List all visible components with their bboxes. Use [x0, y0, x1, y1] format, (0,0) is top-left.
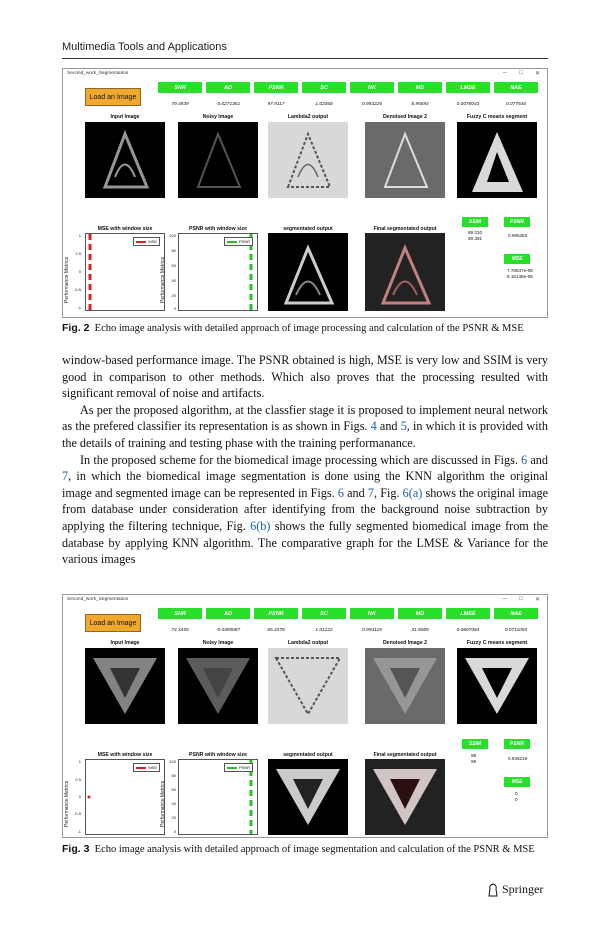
- psnr-value: 0.995452: [508, 233, 528, 238]
- psnr-plot: [178, 233, 258, 311]
- springer-horse-icon: [487, 883, 499, 897]
- metric-label: LMSE: [446, 82, 490, 93]
- panel-label: Lambda2 output: [287, 640, 329, 646]
- figure-2-caption: Fig. 2 Echo image analysis with detailed approach of image processing and calculation of the PSNR & MSE: [62, 322, 524, 334]
- metric-label: SC: [302, 608, 346, 619]
- figure-link[interactable]: 6: [337, 485, 344, 500]
- mse-value: 7.78547e-06: [507, 268, 533, 273]
- metric-value: 1.01222: [302, 626, 346, 635]
- panel-label: MSE with window size: [97, 226, 153, 232]
- minimize-icon[interactable]: –: [503, 596, 507, 602]
- ytick: 1: [78, 759, 81, 764]
- minimize-icon[interactable]: –: [503, 70, 507, 76]
- noisy-image: [178, 648, 258, 724]
- panel-label: segmentated output: [283, 752, 333, 758]
- denoised-image: [365, 122, 445, 198]
- noisy-image: [178, 122, 258, 198]
- ytick: -1: [77, 305, 81, 310]
- panel-label: Lambda2 output: [287, 114, 329, 120]
- final-segmented-image: [365, 759, 445, 835]
- paragraph: window-based performance image. The PSNR obtained is high, MSE is very low and SSIM is very good in comparison to other methods. Which also proves that the processing resulted with significant removal of noise and artifacts.: [62, 353, 548, 401]
- fuzzy-segment-image: [457, 122, 537, 198]
- ytick: 0.5: [75, 777, 81, 782]
- ssim-value: 90.391: [468, 236, 483, 241]
- metric-value: -0.0271361: [206, 100, 250, 109]
- ytick: -0.5: [74, 811, 81, 816]
- figure-link[interactable]: 7: [367, 485, 374, 500]
- panel-label: Denoised Image 2: [382, 114, 428, 120]
- psnr-plot: [178, 759, 258, 835]
- panel-label: MSE with window size: [97, 752, 153, 758]
- metric-value: -0.0490087: [206, 626, 250, 635]
- metric-value: 79.4939: [158, 100, 202, 109]
- panel-label: Noisy Image: [202, 114, 234, 120]
- ytick: 80: [171, 248, 176, 253]
- ytick: 20: [171, 293, 176, 298]
- metric-value: 0.993119: [350, 626, 394, 635]
- mse-legend: MSE: [133, 763, 160, 772]
- panel-label: Input Image: [110, 114, 140, 120]
- ytick: 0.5: [75, 251, 81, 256]
- mse-value: 0: [515, 797, 518, 802]
- metric-label: AD: [206, 82, 250, 93]
- metric-label: NAE: [494, 82, 538, 93]
- mse-legend: MSE: [133, 237, 160, 246]
- panel-label: Fuzzy C means segment: [466, 114, 528, 120]
- y-axis-label: Performance Metrics: [160, 780, 166, 827]
- panel-label: Fuzzy C means segment: [466, 640, 528, 646]
- input-image: [85, 122, 165, 198]
- ytick: 40: [171, 801, 176, 806]
- fuzzy-segment-image: [457, 648, 537, 724]
- panel-label: PSNR with window size: [189, 752, 247, 758]
- psnr-value: 0.945219: [508, 756, 528, 761]
- figure-3-screenshot: [62, 594, 548, 838]
- ytick: -0.5: [74, 287, 81, 292]
- input-image: [85, 648, 165, 724]
- ytick: 0: [173, 306, 176, 311]
- paragraph: In the proposed scheme for the biomedical image processing which are discussed in Figs. 6 and 7, in which the biomedical image segmentation is done using the KNN algorithm the original image and segmented image can be represented in Figs. 6 and 7, Fig. 6(a) shows the original image from database under consideration after identifying from the background noise subtraction by applying the filtering technique, Fig. 6(b) shows the fully segmented biomedical image from the database by applying KNN algorithm. The comparative graph for the LMSE & Variance for the various images: [62, 452, 548, 567]
- metric-label: MD: [398, 608, 442, 619]
- figure-link[interactable]: 6(b): [250, 518, 271, 533]
- metric-value: 65.3378: [254, 626, 298, 635]
- metric-value: 0.993226: [350, 100, 394, 109]
- ssim-value: 99: [471, 753, 477, 758]
- final-segmented-image: [365, 233, 445, 311]
- ssim-value: 89.310: [468, 230, 483, 235]
- figure-link[interactable]: 7: [62, 469, 69, 484]
- ssim-button[interactable]: SSIM: [462, 217, 488, 227]
- close-icon[interactable]: ✕: [535, 597, 541, 603]
- metric-value: 0.0711093: [494, 626, 538, 635]
- metric-label: PSNR: [254, 82, 298, 93]
- metric-label: MD: [398, 82, 442, 93]
- figure-link[interactable]: 6: [521, 452, 528, 467]
- metric-value: 0.077546: [494, 100, 538, 109]
- panel-label: Input Image: [110, 640, 140, 646]
- ytick: 20: [171, 815, 176, 820]
- panel-label: Noisy Image: [202, 640, 234, 646]
- metric-label: SNR: [158, 608, 202, 619]
- maximize-icon[interactable]: □: [519, 70, 523, 76]
- mse-value: 0: [515, 791, 518, 796]
- metric-value: 0.0078043: [446, 100, 490, 109]
- ytick: 0: [78, 269, 81, 274]
- paragraph: As per the proposed algorithm, at the classfier stage it is proposed to implement neural network as the prefered classifier its representation is as shown in Figs. 4 and 5, in which it is provided with the details of training and testing phase with the training performanance.: [62, 402, 548, 450]
- y-axis-label: Performance Metrics: [160, 256, 166, 303]
- window-title: Second_work_Segmentation: [67, 71, 129, 76]
- panel-label: Denoised Image 2: [382, 640, 428, 646]
- lambda2-output-image: [268, 648, 348, 724]
- panel-label: Final segmentated output: [373, 752, 437, 758]
- psnr-legend: PSNR: [224, 237, 253, 246]
- panel-label: PSNR with window size: [189, 226, 247, 232]
- close-icon[interactable]: ✕: [535, 71, 541, 77]
- mse-plot: [85, 759, 165, 835]
- psnr-legend: PSNR: [224, 763, 253, 772]
- panel-label: segmentated output: [283, 226, 333, 232]
- metric-label: NK: [350, 608, 394, 619]
- metric-label: SC: [302, 82, 346, 93]
- metric-label: LMSE: [446, 608, 490, 619]
- segmented-output-image: [268, 759, 348, 835]
- load-image-button[interactable]: Load an Image: [85, 614, 141, 632]
- metric-value: 8.95694: [398, 100, 442, 109]
- ytick: 60: [171, 787, 176, 792]
- mse-button[interactable]: MSE: [504, 777, 530, 787]
- header-rule: [62, 58, 548, 59]
- ytick: 80: [171, 773, 176, 778]
- figure-link[interactable]: 5: [400, 419, 407, 434]
- ssim-button[interactable]: SSIM: [462, 739, 488, 749]
- ssim-value: 99: [471, 759, 477, 764]
- publisher-name: Springer: [502, 882, 544, 896]
- ytick: 60: [171, 263, 176, 268]
- metric-label: AD: [206, 608, 250, 619]
- ytick: 0: [78, 794, 81, 799]
- metric-value: 97.9117: [254, 100, 298, 109]
- metric-value: 0.0807084: [446, 626, 490, 635]
- ytick: 0: [173, 829, 176, 834]
- ytick: 40: [171, 278, 176, 283]
- journal-header: Multimedia Tools and Applications: [62, 41, 227, 53]
- ytick: -1: [77, 829, 81, 834]
- figure-link[interactable]: 4: [370, 419, 377, 434]
- panel-label: Final segmentated output: [373, 226, 437, 232]
- ytick: 100: [169, 759, 176, 764]
- psnr-button[interactable]: PSNR: [504, 217, 530, 227]
- mse-plot: [85, 233, 165, 311]
- lambda2-output-image: [268, 122, 348, 198]
- metric-value: 1.02068: [302, 100, 346, 109]
- metric-label: NAE: [494, 608, 538, 619]
- maximize-icon[interactable]: □: [519, 596, 523, 602]
- figure-link[interactable]: 6(a): [402, 485, 423, 500]
- denoised-image: [365, 648, 445, 724]
- metric-value: 31.5089: [398, 626, 442, 635]
- metric-label: SNR: [158, 82, 202, 93]
- y-axis-label: Performance Metrics: [64, 780, 70, 827]
- metric-value: 74.3455: [158, 626, 202, 635]
- ytick: 1: [78, 233, 81, 238]
- ytick: 100: [169, 233, 176, 238]
- metric-label: NK: [350, 82, 394, 93]
- psnr-button[interactable]: PSNR: [504, 739, 530, 749]
- window-title: Second_work_Segmentation: [67, 597, 129, 602]
- load-image-button[interactable]: Load an Image: [85, 88, 141, 106]
- figure-3-caption: Fig. 3 Echo image analysis with detailed approach of image segmentation and calculation of the PSNR & MSE: [62, 843, 535, 855]
- mse-button[interactable]: MSE: [504, 254, 530, 264]
- segmented-output-image: [268, 233, 348, 311]
- body-text: [62, 352, 548, 568]
- publisher-logo: [487, 882, 543, 897]
- metric-label: PSNR: [254, 608, 298, 619]
- y-axis-label: Performance Metrics: [64, 256, 70, 303]
- figure-2-screenshot: [62, 68, 548, 318]
- mse-value: 6.15148e-06: [507, 274, 533, 279]
